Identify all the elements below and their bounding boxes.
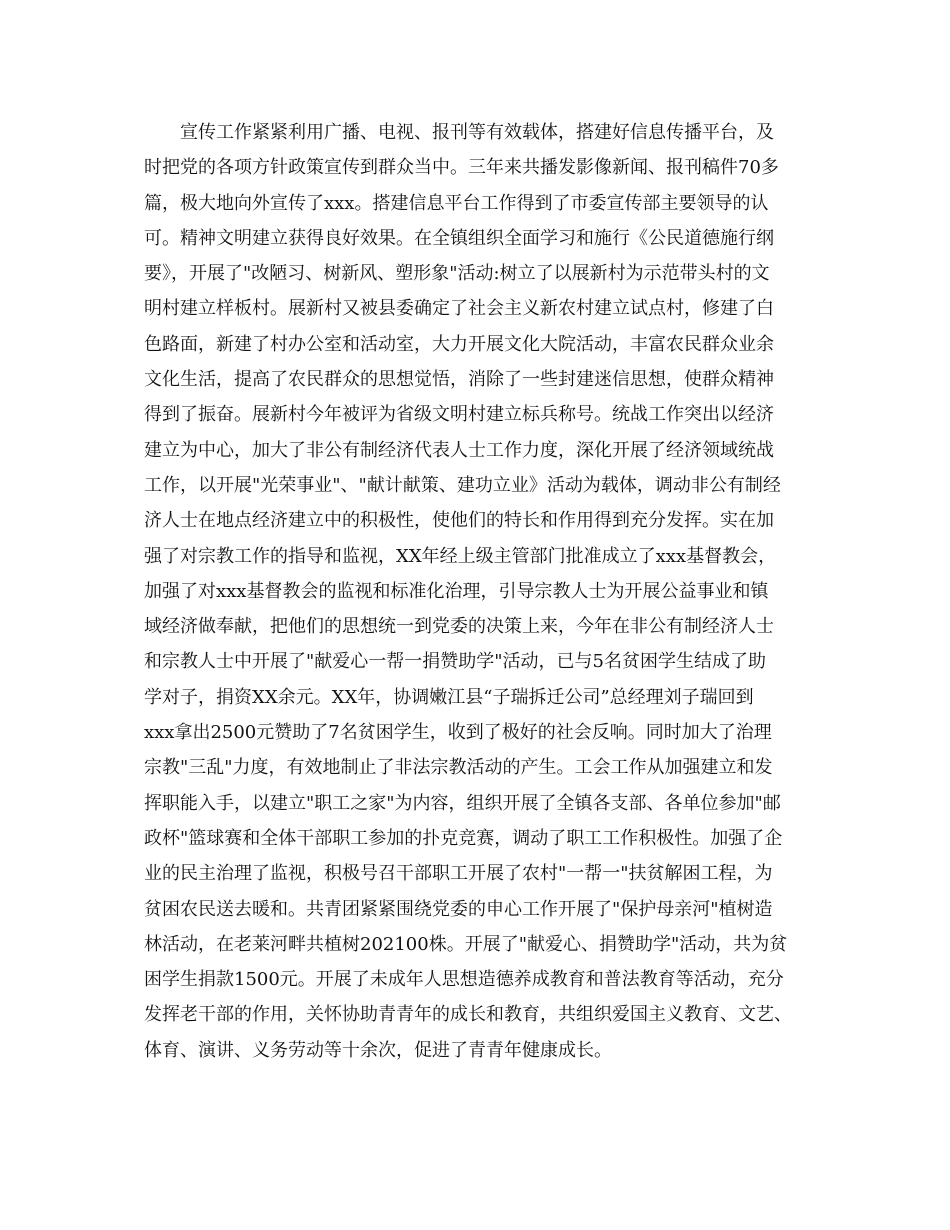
body-paragraph	[144, 115, 824, 1068]
text-line: 色路面，新建了村办公室和活动室，大力开展文化大院活动，丰富农民群众业余	[144, 333, 774, 355]
text-line: 时把党的各项方针政策宣传到群众当中。三年来共播发影像新闻、报刊稿件70多	[144, 157, 779, 179]
text-line: 发挥老干部的作用，关怀协助青青年的成长和教育，共组织爱国主义教育、文艺、	[144, 1004, 792, 1026]
text-line: 体育、演讲、义务劳动等十余次，促进了青青年健康成长。	[144, 1039, 612, 1061]
text-line: 和宗教人士中开展了"献爱心一帮一捐赞助学"活动，已与5名贫困学生结成了助	[144, 651, 767, 673]
text-line: 工作，以开展"光荣事业"、"献计献策、建功立业》活动为载体，调动非公有制经	[144, 474, 781, 496]
text-line: 篇，极大地向外宣传了xxx。搭建信息平台工作得到了市委宣传部主要领导的认	[144, 192, 769, 214]
text-line: 明村建立样板村。展新村又被县委确定了社会主义新农村建立试点村，修建了白	[144, 298, 774, 320]
text-line: 政杯"篮球赛和全体干部职工参加的扑克竞赛，调动了职工工作积极性。加强了企	[144, 827, 783, 849]
text-line: 文化生活，提高了农民群众的思想觉悟，消除了一些封建迷信思想，使群众精神	[144, 369, 774, 391]
text-line: 强了对宗教工作的指导和监视，XX年经上级主管部门批准成立了xxx基督教会，	[144, 545, 777, 567]
text-line: 济人士在地点经济建立中的积极性，使他们的特长和作用得到充分发挥。实在加	[144, 510, 774, 532]
text-line: 建立为中心，加大了非公有制经济代表人士工作力度，深化开展了经济领域统战	[144, 439, 774, 461]
text-line: 林活动，在老莱河畔共植树202100株。开展了"献爱心、捐赞助学"活动，共为贫	[144, 933, 788, 955]
text-line: 宗教"三乱"力度，有效地制止了非法宗教活动的产生。工会工作从加强建立和发	[144, 757, 773, 779]
text-line: 宣传工作紧紧利用广播、电视、报刊等有效载体，搭建好信息传播平台，及	[144, 122, 774, 143]
text-line: 学对子，捐资XX余元。XX年，协调嫩江县“子瑞拆迁公司”总经理刘子瑞回到	[144, 686, 754, 708]
text-line: 得到了振奋。展新村今年被评为省级文明村建立标兵称号。统战工作突出以经济	[144, 404, 774, 426]
text-line: 困学生捐款1500元。开展了未成年人思想造德养成教育和普法教育等活动，充分	[144, 969, 784, 991]
text-line: 业的民主治理了监视，积极号召干部职工开展了农村"一帮一"扶贫解困工程，为	[144, 863, 773, 885]
text-line: 要》，开展了"改陋习、树新风、塑形象"活动:树立了以展新村为示范带头村的文	[144, 263, 770, 285]
text-line: xxx拿出2500元赞助了7名贫困学生，收到了极好的社会反响。同时加大了治理	[144, 722, 772, 744]
text-line: 加强了对xxx基督教会的监视和标准化治理，引导宗教人士为开展公益事业和镇	[144, 580, 769, 602]
text-line: 挥职能入手，以建立"职工之家"为内容，组织开展了全镇各支部、各单位参加"邮	[144, 792, 781, 814]
text-line: 贫困农民送去暖和。共青团紧紧围绕党委的申心工作开展了"保护母亲河"植树造	[144, 898, 773, 920]
text-line: 域经济做奉献，把他们的思想统一到党委的决策上来，今年在非公有制经济人士	[144, 616, 774, 638]
text-line: 可。精神文明建立获得良好效果。在全镇组织全面学习和施行《公民道德施行纲	[144, 227, 774, 249]
